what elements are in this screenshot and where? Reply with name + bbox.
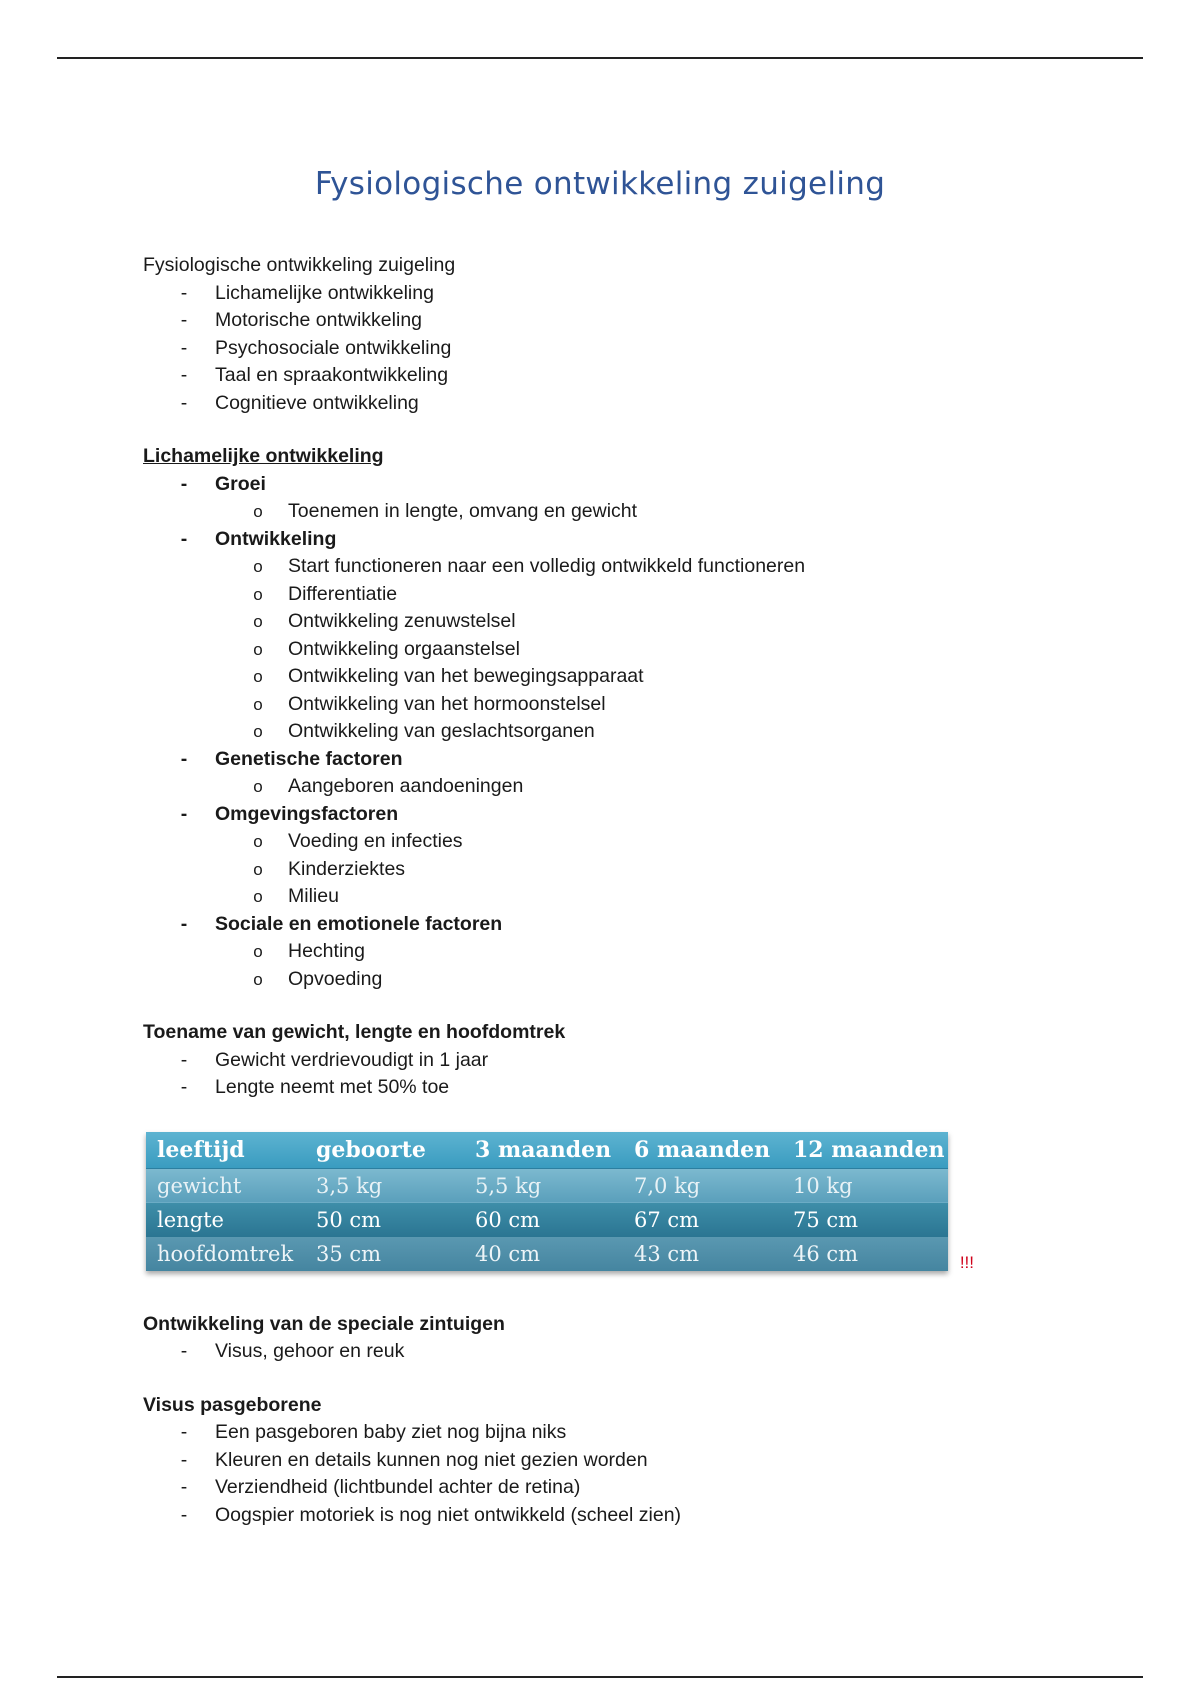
list-item: - Verziendheid (lichtbundel achter de retina) <box>143 1474 1043 1502</box>
circle-marker: o <box>253 667 263 686</box>
document-body <box>143 252 1043 1529</box>
dash-marker: - <box>180 1421 188 1443</box>
table-cell: 5,5 kg <box>464 1168 623 1203</box>
list-item: o Differentiatie <box>143 581 1043 609</box>
growth-table-wrapper <box>146 1132 974 1272</box>
list-item: - Gewicht verdrievoudigt in 1 jaar <box>143 1047 1043 1075</box>
list-item: - Omgevingsfactoren <box>143 801 1043 829</box>
dash-marker: - <box>180 527 188 550</box>
circle-marker: o <box>253 969 263 989</box>
list-item: o Ontwikkeling van het hormoonstelsel <box>143 691 1043 719</box>
table-cell: 50 cm <box>305 1203 464 1237</box>
table-row <box>146 1237 948 1271</box>
circle-marker: o <box>253 832 263 851</box>
important-note: !!! <box>959 1252 974 1272</box>
dash-marker: - <box>180 1340 188 1362</box>
page-title: Fysiologische ontwikkeling zuigeling <box>314 166 886 202</box>
dash-marker: - <box>180 472 188 495</box>
table-row <box>146 1168 948 1203</box>
list-item: - Genetische factoren <box>143 746 1043 774</box>
list-item: - Lichamelijke ontwikkeling <box>143 280 1043 308</box>
table-cell: lengte <box>146 1203 305 1237</box>
circle-marker: o <box>253 612 263 631</box>
circle-marker: o <box>253 584 263 604</box>
dash-marker: - <box>180 281 188 304</box>
table-header-cell: 3 maanden <box>464 1132 623 1169</box>
circle-marker: o <box>253 502 263 521</box>
list-item: - Ontwikkeling <box>143 526 1043 554</box>
dash-marker: - <box>180 747 188 770</box>
section-heading-lichamelijk: Lichamelijke ontwikkeling <box>143 445 384 467</box>
table-cell: 46 cm <box>782 1237 948 1271</box>
dash-marker: - <box>180 309 188 331</box>
footer-rule <box>57 1676 1143 1678</box>
list-item: - Cognitieve ontwikkeling <box>143 390 1043 418</box>
table-header-cell: 12 maanden <box>782 1132 948 1169</box>
circle-marker: o <box>253 777 263 796</box>
table-cell: 43 cm <box>623 1237 782 1271</box>
table-header-cell: leeftijd <box>146 1132 305 1169</box>
circle-marker: o <box>253 942 263 961</box>
list-item: o Ontwikkeling van geslachtsorganen <box>143 718 1043 746</box>
dash-marker: - <box>180 1048 188 1071</box>
list-item: o Kinderziektes <box>143 856 1043 884</box>
intro-heading: Fysiologische ontwikkeling zuigeling <box>143 254 456 276</box>
circle-marker: o <box>253 639 263 659</box>
list-item: - Een pasgeboren baby ziet nog bijna niks <box>143 1419 1043 1447</box>
section-heading-toename: Toename van gewicht, lengte en hoofdomtrek <box>143 1021 566 1043</box>
growth-table <box>146 1132 948 1271</box>
circle-marker: o <box>253 887 263 906</box>
list-item: - Psychosociale ontwikkeling <box>143 335 1043 363</box>
table-cell: 60 cm <box>464 1203 623 1237</box>
table-cell: 75 cm <box>782 1203 948 1237</box>
list-item: o Ontwikkeling van het bewegingsapparaat <box>143 663 1043 691</box>
list-item: - Motorische ontwikkeling <box>143 307 1043 335</box>
table-cell: 7,0 kg <box>623 1168 782 1203</box>
dash-marker: - <box>180 336 188 359</box>
circle-marker: o <box>253 859 263 879</box>
table-cell: 3,5 kg <box>305 1168 464 1203</box>
list-item: - Kleuren en details kunnen nog niet gezien worden <box>143 1447 1043 1475</box>
list-item: - Taal en spraakontwikkeling <box>143 362 1043 390</box>
table-cell: gewicht <box>146 1168 305 1203</box>
list-item: - Sociale en emotionele factoren <box>143 911 1043 939</box>
circle-marker: o <box>253 722 263 741</box>
list-item: - Lengte neemt met 50% toe <box>143 1074 1043 1102</box>
table-header-cell: 6 maanden <box>623 1132 782 1169</box>
table-row <box>146 1203 948 1237</box>
table-header-cell: geboorte <box>305 1132 464 1169</box>
dash-marker: - <box>180 1476 188 1498</box>
dash-marker: - <box>180 1076 188 1098</box>
dash-marker: - <box>180 1448 188 1471</box>
table-cell: 40 cm <box>464 1237 623 1271</box>
dash-marker: - <box>180 912 188 935</box>
list-item: o Opvoeding <box>143 966 1043 994</box>
list-item: o Voeding en infecties <box>143 828 1043 856</box>
circle-marker: o <box>253 557 263 576</box>
list-item: o Aangeboren aandoeningen <box>143 773 1043 801</box>
table-header-row <box>146 1132 948 1169</box>
list-item: - Groei <box>143 471 1043 499</box>
dash-marker: - <box>180 1503 188 1526</box>
list-item: o Start functioneren naar een volledig ontwikkeld functioneren <box>143 553 1043 581</box>
list-item: o Ontwikkeling zenuwstelsel <box>143 608 1043 636</box>
list-item: o Ontwikkeling orgaanstelsel <box>143 636 1043 664</box>
circle-marker: o <box>253 694 263 714</box>
dash-marker: - <box>180 364 188 386</box>
table-cell: hoofdomtrek <box>146 1237 305 1271</box>
header-rule <box>57 57 1143 59</box>
table-cell: 67 cm <box>623 1203 782 1237</box>
list-item: o Milieu <box>143 883 1043 911</box>
table-cell: 35 cm <box>305 1237 464 1271</box>
list-item: o Hechting <box>143 938 1043 966</box>
list-item: o Toenemen in lengte, omvang en gewicht <box>143 498 1043 526</box>
section-heading-visus: Visus pasgeborene <box>143 1393 322 1416</box>
list-item: - Visus, gehoor en reuk <box>143 1338 1043 1366</box>
list-item: - Oogspier motoriek is nog niet ontwikkeld (scheel zien) <box>143 1502 1043 1530</box>
dash-marker: - <box>180 391 188 414</box>
dash-marker: - <box>180 802 188 825</box>
table-cell: 10 kg <box>782 1168 948 1203</box>
section-heading-zintuigen: Ontwikkeling van de speciale zintuigen <box>143 1312 505 1335</box>
